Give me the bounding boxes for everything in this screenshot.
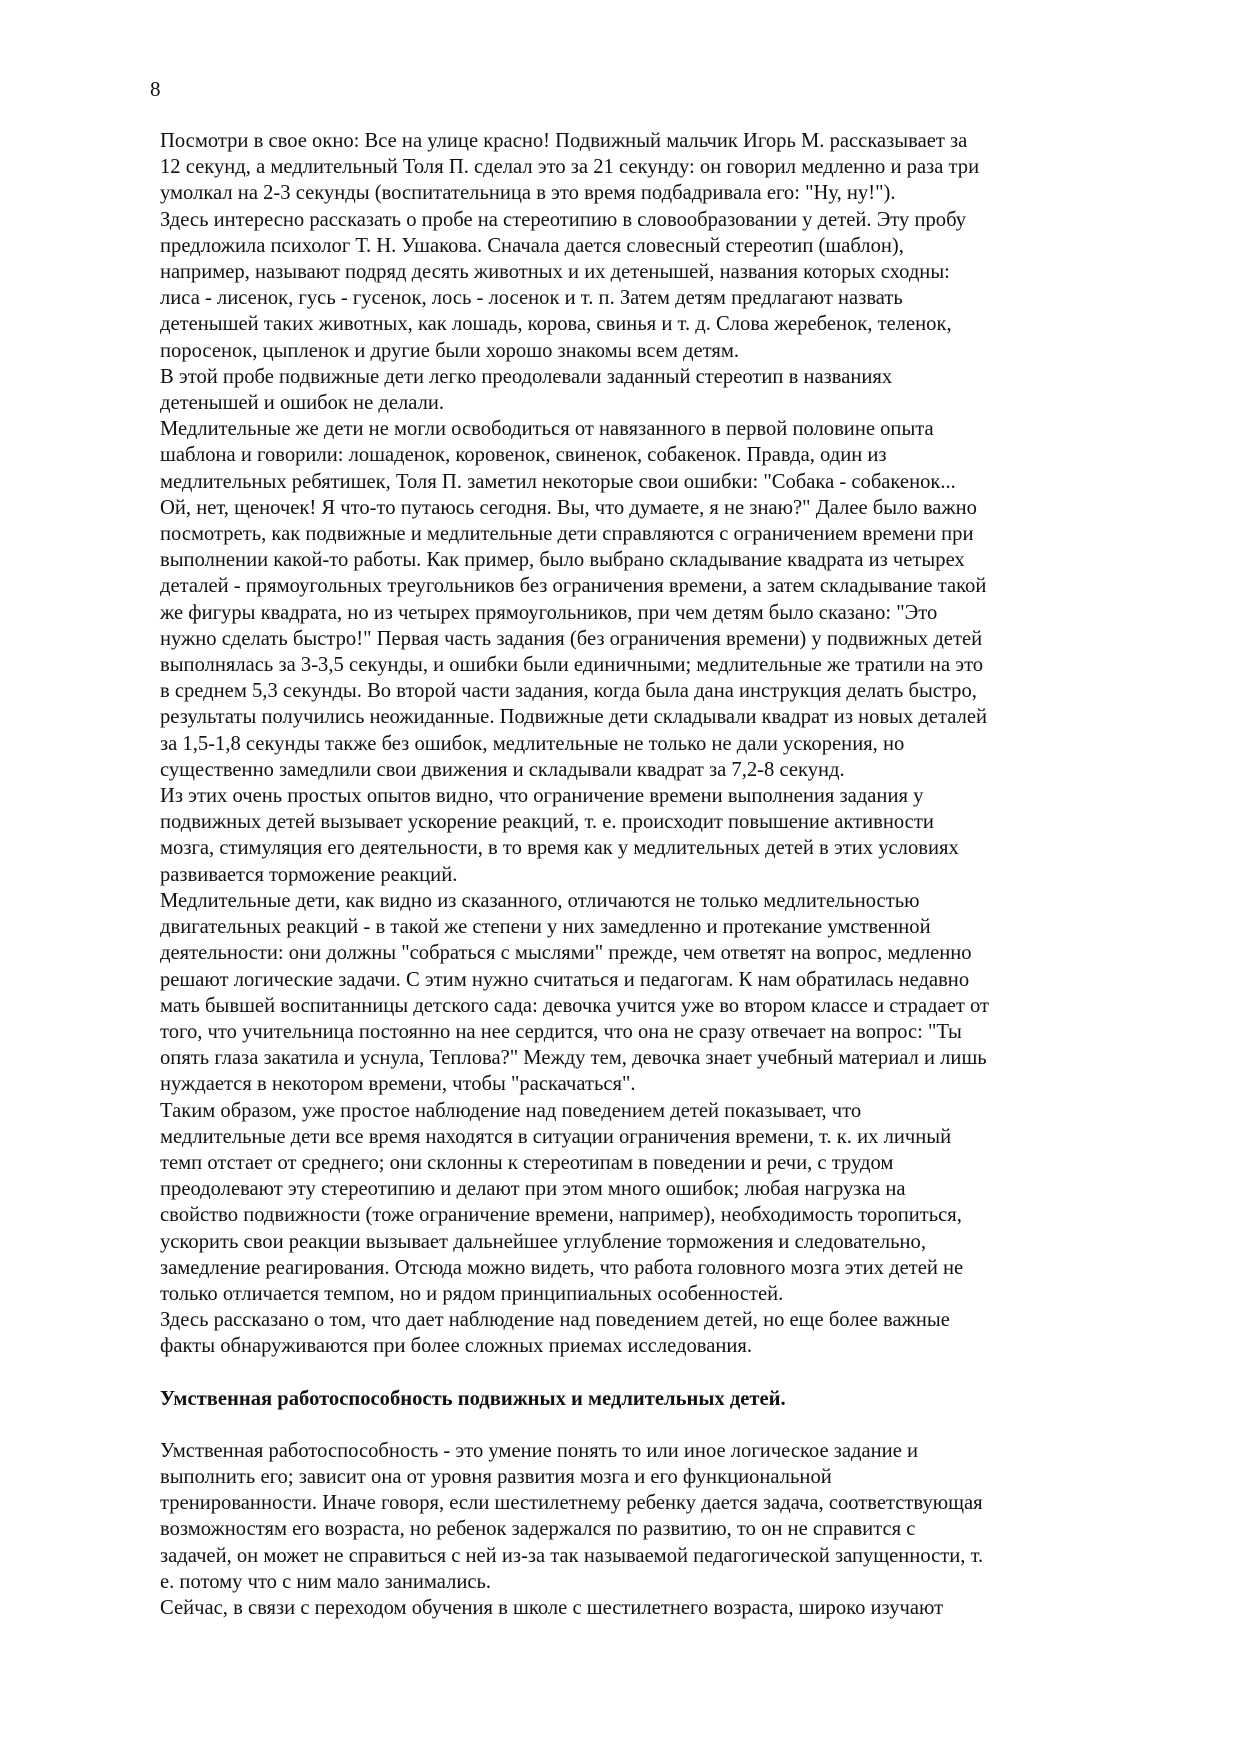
text-line: умолкал на 2-3 секунды (воспитательница в это время подбадривала его: "Ну, ну!"). bbox=[160, 182, 896, 205]
text-line: лиса - лисенок, гусь - гусенок, лось - лосенок и т. п. Затем детям предлагают назвать bbox=[160, 287, 903, 310]
text-line: шаблона и говорили: лошаденок, коровенок, свиненок, собакенок. Правда, один из bbox=[160, 444, 887, 467]
text-line: Из этих очень простых опытов видно, что ограничение времени выполнения задания у bbox=[160, 785, 924, 808]
text-line: выполнялась за 3-3,5 секунды, и ошибки были единичными; медлительные же тратили на это bbox=[160, 654, 984, 677]
paragraph-gap bbox=[160, 1412, 1100, 1438]
text-line: факты обнаруживаются при более сложных приемах исследования. bbox=[160, 1335, 753, 1358]
text-line: предложила психолог Т. Н. Ушакова. Сначала дается словесный стереотип (шаблон), bbox=[160, 234, 904, 257]
text-line: существенно замедлили свои движения и складывали квадрат за 7,2-8 секунд. bbox=[160, 758, 845, 781]
text-line: Медлительные же дети не могли освободиться от навязанного в первой половине опыта bbox=[160, 418, 934, 441]
text-line: детенышей таких животных, как лошадь, корова, свинья и т. д. Слова жеребенок, теленок, bbox=[160, 313, 952, 336]
text-line: опять глаза закатила и уснула, Теплова?" Между тем, девочка знает учебный материал и лишь bbox=[160, 1047, 987, 1070]
text-line: Умственная работоспособность - это умение понять то или иное логическое задание и bbox=[160, 1439, 919, 1462]
text-line: развивается торможение реакций. bbox=[160, 863, 458, 886]
text-line: же фигуры квадрата, но из четырех прямоугольников, при чем детям было сказано: "Это bbox=[160, 601, 938, 624]
text-line: выполнить его; зависит она от уровня развития мозга и его функциональной bbox=[160, 1465, 832, 1488]
text-line: нуждается в некотором времени, чтобы "раскачаться". bbox=[160, 1073, 636, 1096]
text-line: медлительных ребятишек, Толя П. заметил некоторые свои ошибки: "Собака - собакенок... bbox=[160, 470, 956, 493]
text-line: того, что учительница постоянно на нее сердится, что она не сразу отвечает на вопрос: "Ты bbox=[160, 1020, 962, 1043]
text-line: например, называют подряд десять животных и их детенышей, названия которых сходны: bbox=[160, 261, 950, 284]
text-line: за 1,5-1,8 секунды также без ошибок, медлительные не только не дали ускорения, но bbox=[160, 732, 905, 755]
text-line: тренированности. Иначе говоря, если шестилетнему ребенку дается задача, соответствующая bbox=[160, 1492, 983, 1515]
text-line: подвижных детей вызывает ускорение реакций, т. е. происходит повышение активности bbox=[160, 811, 934, 834]
text-line: Таким образом, уже простое наблюдение над поведением детей показывает, что bbox=[160, 1099, 862, 1122]
text-line: деталей - прямоугольных треугольников без ограничения времени, а затем складывание такой bbox=[160, 575, 987, 598]
text-line: результаты получились неожиданные. Подвижные дети складывали квадрат из новых деталей bbox=[160, 706, 988, 729]
page-content bbox=[160, 128, 1100, 1621]
page-number: 8 bbox=[150, 77, 161, 101]
text-line: выполнении какой-то работы. Как пример, было выбрано складывание квадрата из четырех bbox=[160, 549, 965, 572]
text-line: посмотреть, как подвижные и медлительные дети справляются с ограничением времени при bbox=[160, 523, 974, 546]
text-line: темп отстает от среднего; они склонны к стереотипам в поведении и речи, с трудом bbox=[160, 1151, 894, 1174]
text-line: решают логические задачи. С этим нужно считаться и педагогам. К нам обратилась недавно bbox=[160, 968, 970, 991]
text-line: мать бывшей воспитанницы детского сада: девочка учится уже во втором классе и страдает от bbox=[160, 994, 990, 1017]
body-text-section-2 bbox=[160, 1438, 1100, 1621]
text-line: Сейчас, в связи с переходом обучения в школе с шестилетнего возраста, широко изучают bbox=[160, 1596, 944, 1619]
text-line: 12 секунд, а медлительный Толя П. сделал это за 21 секунду: он говорил медленно и раза три bbox=[160, 156, 980, 179]
body-text-section-1 bbox=[160, 128, 1100, 1360]
text-line: Ой, нет, щеночек! Я что-то путаюсь сегодня. Вы, что думаете, я не знаю?" Далее было важно bbox=[160, 496, 977, 519]
text-line: Здесь интересно рассказать о пробе на стереотипию в словообразовании у детей. Эту пробу bbox=[160, 208, 967, 231]
text-line: Медлительные дети, как видно из сказанного, отличаются не только медлительностью bbox=[160, 889, 920, 912]
text-line: преодолевают эту стереотипию и делают при этом много ошибок; любая нагрузка на bbox=[160, 1178, 906, 1201]
text-line: е. потому что с ним мало занимались. bbox=[160, 1570, 492, 1593]
text-line: в среднем 5,3 секунды. Во второй части задания, когда была дана инструкция делать быстро, bbox=[160, 680, 977, 703]
text-line: только отличается темпом, но и рядом принципиальных особенностей. bbox=[160, 1282, 784, 1305]
text-line: нужно сделать быстро!" Первая часть задания (без ограничения времени) у подвижных детей bbox=[160, 627, 983, 650]
text-line: В этой пробе подвижные дети легко преодолевали заданный стереотип в названиях bbox=[160, 365, 893, 388]
text-line: ускорить свои реакции вызывает дальнейшее углубление торможения и следовательно, bbox=[160, 1230, 926, 1253]
paragraph-gap bbox=[160, 1360, 1100, 1386]
section-heading: Умственная работоспособность подвижных и медлительных детей. bbox=[160, 1387, 786, 1410]
text-line: свойство подвижности (тоже ограничение времени, например), необходимость торопиться, bbox=[160, 1204, 962, 1227]
text-line: двигательных реакций - в такой же степени у них замедленно и протекание умственной bbox=[160, 916, 931, 939]
text-line: мозга, стимуляция его деятельности, в то время как у медлительных детей в этих условиях bbox=[160, 837, 959, 860]
text-line: поросенок, цыпленок и другие были хорошо знакомы всем детям. bbox=[160, 339, 740, 362]
text-line: детенышей и ошибок не делали. bbox=[160, 392, 445, 415]
text-line: медлительные дети все время находятся в ситуации ограничения времени, т. к. их личный bbox=[160, 1125, 952, 1148]
text-line: Посмотри в свое окно: Все на улице красно! Подвижный мальчик Игорь М. рассказывает за bbox=[160, 130, 968, 152]
text-line: задачей, он может не справиться с ней из-за так называемой педагогической запущенности, т. bbox=[160, 1544, 984, 1567]
text-line: Здесь рассказано о том, что дает наблюдение над поведением детей, но еще более важные bbox=[160, 1309, 950, 1332]
text-line: деятельности: они должны "собраться с мыслями" прежде, чем ответят на вопрос, медленно bbox=[160, 942, 972, 965]
text-line: замедление реагирования. Отсюда можно видеть, что работа головного мозга этих детей не bbox=[160, 1256, 964, 1279]
text-line: возможностям его возраста, но ребенок задержался по развитию, то он не справится с bbox=[160, 1518, 916, 1541]
